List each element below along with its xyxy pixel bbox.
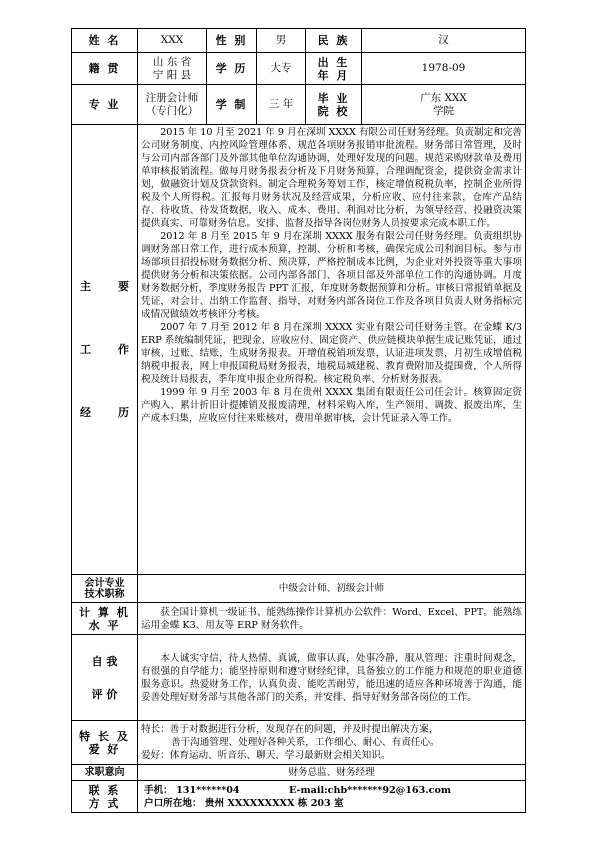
row-name xyxy=(72,29,526,53)
strengths-line-3: 爱好：体育运动、听音乐、聊天、学习最新财会相关知识。 xyxy=(141,750,391,761)
strengths-value xyxy=(138,721,526,765)
education-label: 学 历 xyxy=(207,53,257,85)
contact-phone: 手机： 131******04 xyxy=(144,784,240,796)
origin-value-line1: 山 东 省 xyxy=(152,55,192,68)
strengths-label xyxy=(72,721,138,765)
row-qualification xyxy=(72,575,526,603)
experience-label-char: 作 xyxy=(118,343,129,356)
qualification-value: 中级会计师、初级会计师 xyxy=(138,575,526,603)
evaluation-label xyxy=(72,635,138,721)
school-label-line1: 毕 业 xyxy=(317,91,350,105)
intention-value: 财务总监、财务经理 xyxy=(138,765,526,781)
intention-label: 求职意向 xyxy=(72,765,138,781)
gender-value: 男 xyxy=(257,29,306,53)
origin-value-line2: 宁 阳 县 xyxy=(152,68,192,81)
row-origin xyxy=(72,53,526,85)
school-label-line2: 院 校 xyxy=(317,104,350,118)
evaluation-label-line1: 自 我 xyxy=(91,654,118,668)
row-experience xyxy=(72,125,526,575)
evaluation-label-line2: 评 价 xyxy=(91,687,118,701)
qualification-label xyxy=(72,575,138,603)
duration-label: 学 制 xyxy=(207,85,257,125)
contact-value xyxy=(138,781,526,813)
experience-label xyxy=(72,125,138,575)
name-label: 姓 名 xyxy=(72,29,138,53)
evaluation-value-cell xyxy=(138,635,526,721)
birth-label xyxy=(306,53,362,85)
row-strengths xyxy=(72,721,526,765)
birth-label-line2: 年 月 xyxy=(317,68,350,82)
name-value: XXX xyxy=(138,29,207,53)
computer-label-line1: 计 算 机 xyxy=(79,605,130,619)
origin-value xyxy=(138,53,207,85)
experience-content xyxy=(138,125,526,575)
experience-label-char: 工 xyxy=(80,343,91,356)
birth-value: 1978-09 xyxy=(362,53,526,85)
row-major xyxy=(72,85,526,125)
strengths-line-2: 善于沟通管理、处理好各种关系，工作细心、耐心、有责任心。 xyxy=(171,737,440,748)
duration-value: 三 年 xyxy=(257,85,306,125)
contact-email: E-mail:chb*******92@163.com xyxy=(289,784,452,796)
experience-paragraph: 1999 年 9 月至 2003 年 8 月在贵州 XXXX 集团有限责任公司任会计。核算固定资产购入、累计折旧计提摊销及报废清理，材料采购入库，生产领用、调拨、报废出库，生产成本归集，应收应付往来账核对，费用单据审核，会计凭证录入等工作。 xyxy=(141,387,522,424)
experience-paragraph: 2012 年 8 月至 2015 年 9 月在深圳 XXXX 服务有限公司任财务经理。负责组织协调财务部日常工作，进行成本预算，控制、分析和考核，确保完成公司利润目标。参与市场部项目招投标财务数据分析、预决算，严格控制成本比例，为企业对外投资等重大事项提供财务分析和决策依据。公司内部各部门、各项目部及外部单位工作的沟通协调。月度财务数据分析，季度财务报告 PPT 汇报，年度财务数据预算和分析。审核日常报销单据及凭证，对会计、出纳工作监督、指导，对财务内部各岗位工作及各项目负责人财务指标完成情况做绩效考核评分考核。 xyxy=(141,231,522,320)
education-value: 大专 xyxy=(257,53,306,85)
computer-label-line2: 水 平 xyxy=(88,618,121,632)
experience-label-char: 历 xyxy=(118,406,129,419)
contact-label-line1: 联 系 xyxy=(88,783,121,797)
school-value xyxy=(362,85,526,125)
qualification-label-line1: 会计专业 xyxy=(84,577,125,589)
strengths-label-line1: 特 长 及 xyxy=(79,729,130,743)
row-intention xyxy=(72,765,526,781)
experience-paragraph: 2015 年 10 月至 2021 年 9 月在深圳 XXXX 有限公司任财务经理。负责制定和完善公司财务制度、内控风险管理体系、规范各项财务报销审批流程。财务部日常管理，及时与公司内部各部门及外部其他单位沟通协调，处理好发现的问题。规范采购财款单及费用单审核报销流程。做每月财务报表分析及下月财务预算，合理调配资金，提供资金需求计划，做融资计划及贷款资料。制定合理税务筹划工作，核定增值税税负率，控制企业所得税及个人所得税。汇报每月财务状况及经营成果，分析应收、应付往来款，仓库产品结存、待收货、待发货数据，收入、成本、费用、利润对比分析，为领导经营、投融资决策提供真实、可靠财务信息。安排、监督及指导各岗位财务人员按要求完成本职工作。 xyxy=(141,127,522,229)
computer-label xyxy=(72,603,138,635)
major-value-line1: 注册会计师 xyxy=(145,91,199,104)
origin-label: 籍 贯 xyxy=(72,53,138,85)
computer-value: 获全国计算机一级证书、能熟练操作计算机办公软件：Word、Excel、PPT。能熟练运用金蝶 K3、用友等 ERP 财务软件。 xyxy=(141,606,522,631)
row-evaluation xyxy=(72,635,526,721)
strengths-label-line2: 爱 好 xyxy=(88,742,121,756)
ethnicity-label: 民 族 xyxy=(306,29,362,53)
contact-label-line2: 方 式 xyxy=(88,796,121,810)
school-value-line1: 广东 XXX xyxy=(420,91,467,104)
row-computer xyxy=(72,603,526,635)
major-value xyxy=(138,85,207,125)
strengths-line-1: 特长：善于对数据进行分析，发现存在的问题，并及时提出解决方案， xyxy=(141,724,439,735)
contact-label xyxy=(72,781,138,813)
experience-label-char: 要 xyxy=(118,280,129,293)
computer-value-cell xyxy=(138,603,526,635)
qualification-label-line2: 技术职称 xyxy=(84,588,125,600)
birth-label-line1: 出 生 xyxy=(317,55,350,69)
row-contact xyxy=(72,781,526,813)
evaluation-value: 本人诚实守信，待人热情、真诚，做事认真，处事冷静，服从管理；注重时间观念，有很强的自学能力；能坚持原则和遵守财经纪律，具备独立的工作能力和规范的职业道德服务意识。热爱财务工作，认真负责、能吃苦耐劳，能迅速的适应各种环境善于沟通，能妥善处理好财务部与其他各部门的关系，并安排、指导好财务部各岗位的工作。 xyxy=(141,652,522,703)
experience-label-char: 主 xyxy=(80,280,91,293)
contact-address: 户口所在地： 贵州 XXXXXXXXX 栋 203 室 xyxy=(144,797,344,809)
school-label xyxy=(306,85,362,125)
major-value-line2: （专门化） xyxy=(145,104,199,117)
resume-table xyxy=(71,28,526,813)
major-label: 专 业 xyxy=(72,85,138,125)
ethnicity-value: 汉 xyxy=(362,29,526,53)
experience-label-char: 经 xyxy=(80,406,91,419)
experience-paragraph: 2007 年 7 月至 2012 年 8 月在深圳 XXXX 实业有限公司任财务主管。在金蝶 K/3 ERP 系统编制凭证，把现金、应收应付、固定资产、供应链模块单据生成记账凭证，通过审核、过账、结账，生成财务报表。开增值税销项发票，认证进项发票，月初生成增值税纳税申报表，网上申报国税局财务报表，地税局城建税、教育费附加及提围费，个人所得税及统计局报表，季年度申报企业所得税。核定税负率、分析财务报表。 xyxy=(141,322,522,385)
gender-label: 性 别 xyxy=(207,29,257,53)
contact-line-1 xyxy=(144,784,522,797)
school-value-line2: 学院 xyxy=(433,104,454,117)
